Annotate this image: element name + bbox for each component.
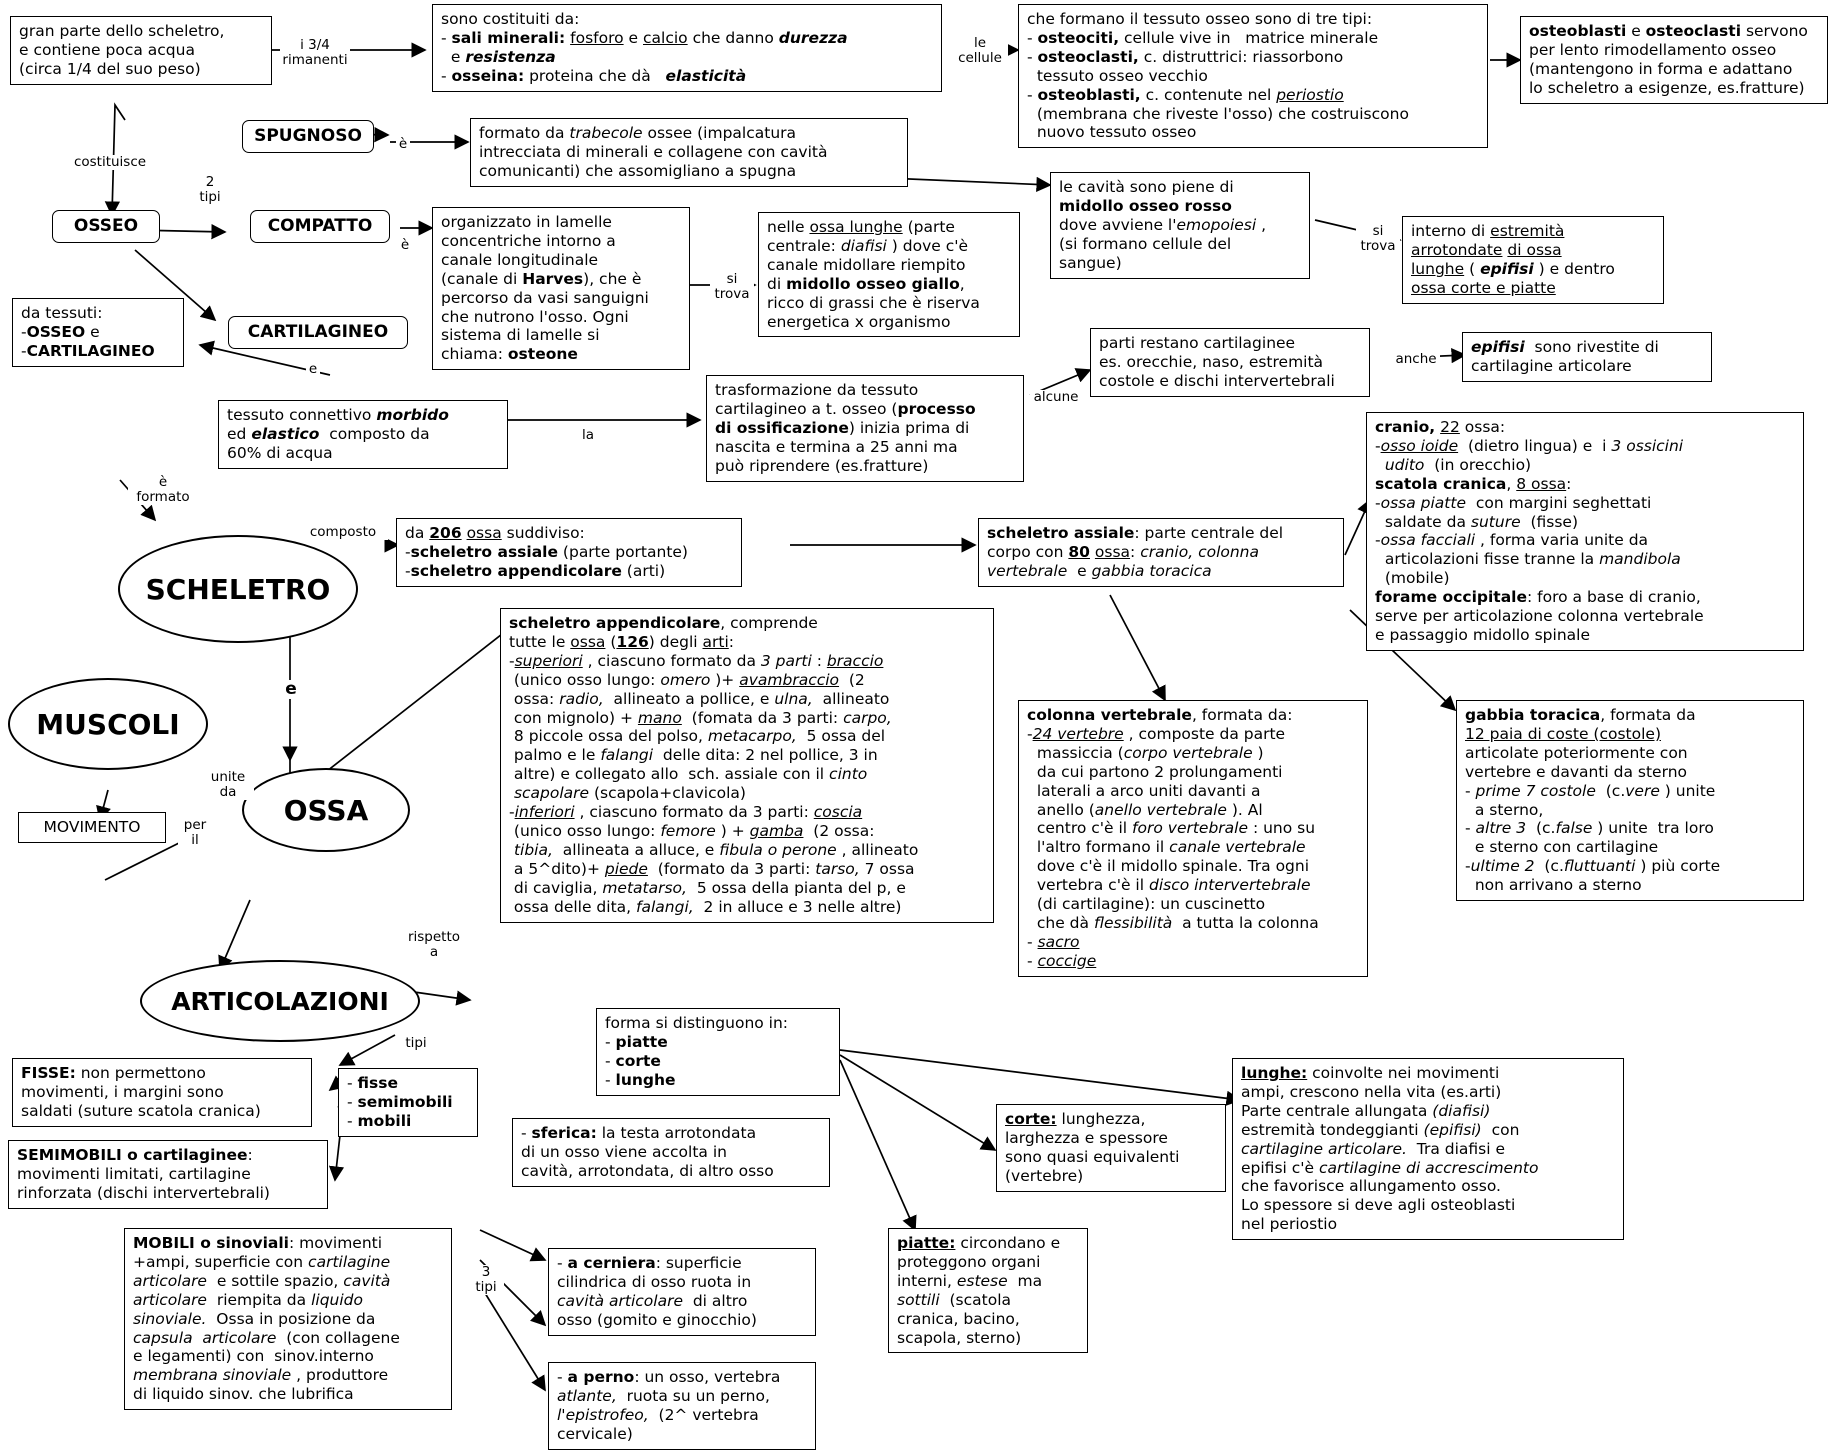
box-corte: corte: lunghezza, larghezza e spessore sono quasi equivalenti (vertebre) <box>996 1104 1226 1192</box>
box-gabbia: gabbia toracica, formata da 12 paia di coste (costole) articolate poteriormente con vertebre e davanti da sterno - prime 7 costole (c.vere ) unite a sterno, - altre 3 (c.false ) unite tra loro e sterno con cartilagine -ultime 2 (c.fluttuanti ) più corte non arrivano a sterno <box>1456 700 1804 901</box>
box-forma: forma si distinguono in: - piatte - corte - lunghe <box>596 1008 840 1096</box>
node-osseo[interactable]: OSSEO <box>52 210 160 243</box>
box-epifisi-interno: interno di estremità arrotondate di ossa lunghe ( epifisi ) e dentro ossa corte e piatte <box>1402 216 1664 304</box>
box-spugnoso-desc: formato da trabecole ossee (impalcatura intrecciata di minerali e collagene con cavità comunicanti) che assomigliano a spugna <box>470 118 908 187</box>
edge-label-e-link: e <box>282 680 300 699</box>
box-cerniera: - a cerniera: superficie cilindrica di osso ruota in cavità articolare di altro osso (gomito e ginocchio) <box>548 1248 816 1336</box>
box-midollo-rosso: le cavità sono piene di midollo osseo rosso dove avviene l'emopoiesi , (si formano cellule del sangue) <box>1050 172 1310 279</box>
edge-label-tipi: tipi <box>398 1036 434 1051</box>
box-perno: - a perno: un osso, vertebra atlante, ruota su un perno, l'epistrofeo, (2^ vertebra cervicale) <box>548 1362 816 1450</box>
edge-label-e3: e <box>306 362 320 377</box>
box-osteoblasti-osteoclasti: osteoblasti e osteoclasti servono per lento rimodellamento osseo (mantengono in forma e adattano lo scheletro a esigenze, es.fratture) <box>1520 16 1828 104</box>
node-cartilagineo[interactable]: CARTILAGINEO <box>228 316 408 349</box>
edge-label-si-trova2: si trova <box>1356 224 1400 254</box>
ellipse-articolazioni[interactable]: ARTICOLAZIONI <box>140 960 420 1042</box>
node-movimento[interactable]: MOVIMENTO <box>18 812 166 843</box>
edge-label-costituisce: costituisce <box>62 155 158 170</box>
node-compatto[interactable]: COMPATTO <box>250 210 390 243</box>
edge-label-si-trova1: si trova <box>710 272 754 302</box>
box-tipi-articolazioni: - fisse - semimobili - mobili <box>338 1068 478 1137</box>
box-parti-cartilaginee: parti restano cartilaginee es. orecchie, naso, estremità costole e dischi intervertebrali <box>1090 328 1370 397</box>
box-epifisi-rivestite: epifisi sono rivestite di cartilagine articolare <box>1462 332 1712 382</box>
edge-label-per-il: per il <box>178 818 212 848</box>
edge-label-rispetto-a: rispetto a <box>396 930 472 960</box>
box-ossificazione: trasformazione da tessuto cartilagineo a t. osseo (processo di ossificazione) inizia prima di nascita e termina a 25 anni ma può riprendere (es.fratture) <box>706 375 1024 482</box>
box-scheletro-assiale: scheletro assiale: parte centrale del corpo con 80 ossa: cranio, colonna vertebrale e gabbia toracica <box>978 518 1344 587</box>
edge-label-composto: composto <box>298 525 388 540</box>
box-da-206: da 206 ossa suddiviso: -scheletro assiale (parte portante) -scheletro appendicolare (arti) <box>396 518 742 587</box>
edge-label-la: la <box>578 428 598 443</box>
edge-label-le-cellule: le cellule <box>952 36 1008 66</box>
box-tessuto-connettivo: tessuto connettivo morbido ed elastico composto da 60% di acqua <box>218 400 508 469</box>
edge-label-alcune: alcune <box>1030 390 1082 405</box>
ellipse-muscoli[interactable]: MUSCOLI <box>8 678 208 770</box>
box-fisse: FISSE: non permettono movimenti, i margini sono saldati (suture scatola cranica) <box>12 1058 312 1127</box>
box-mobili: MOBILI o sinoviali: movimenti +ampi, superficie con cartilagine articolare e sottile spazio, cavità articolare riempita da liquido sinoviale. Ossa in posizione da capsula articolare (con collagene e legamenti) con sinov.interno membrana sinoviale , produttore di liquido sinov. che lubrifica <box>124 1228 452 1410</box>
box-scheletro-acqua: gran parte dello scheletro, e contiene poca acqua (circa 1/4 del suo peso) <box>10 16 272 85</box>
box-colonna: colonna vertebrale, formata da: -24 vertebre , composte da parte massiccia (corpo vertebrale ) da cui partono 2 prolungamenti laterali a arco uniti davanti a anello (anello vertebrale ). Al centro c'è il foro vertebrale : uno su l'altro formano il canale vertebrale dove c'è il midollo spinale. Tra ogni vertebra c'è il disco intervertebrale (di cartilagine): un cuscinetto che dà flessibilità a tutta la colonna - sacro - coccige <box>1018 700 1368 977</box>
edge-label-anche: anche <box>1392 352 1440 367</box>
edge-label-e-formato: è formato <box>128 475 198 505</box>
edge-label-tre-tipi: 3 tipi <box>468 1265 504 1295</box>
node-spugnoso[interactable]: SPUGNOSO <box>242 120 374 153</box>
ellipse-scheletro[interactable]: SCHELETRO <box>118 535 358 643</box>
edge-label-i34: i 3/4 rimanenti <box>280 38 350 68</box>
edge-label-e1: è <box>396 137 410 152</box>
box-appendicolare: scheletro appendicolare, comprende tutte le ossa (126) degli arti: -superiori , ciascuno formato da 3 parti : braccio (unico osso lungo: omero )+ avambraccio (2 ossa: radio, allineato a pollice, e ulna, allineato con mignolo) + mano (fomata da 3 parti: carpo, 8 piccole ossa del polso, metacarpo, 5 ossa del palmo e le falangi delle dita: 2 nel pollice, 3 in altre) e collegato allo sch. assiale con il cinto scapolare (scapola+clavicola) -inferiori , ciascuno formato da 3 parti: coscia (unico osso lungo: femore ) + gamba (2 ossa: tibia, allineata a alluce, e fibula o perone , allineato a 5^dito)+ piede (formato da 3 parti: tarso, 7 ossa di caviglia, metatarso, 5 ossa della pianta del p, e ossa delle dita, falangi, 2 in alluce e 3 nelle altre) <box>500 608 994 923</box>
ellipse-ossa[interactable]: OSSA <box>242 768 410 852</box>
box-da-tessuti: da tessuti: -OSSEO e -CARTILAGINEO <box>12 298 184 367</box>
box-lunghe: lunghe: coinvolte nei movimenti ampi, crescono nella vita (es.arti) Parte centrale allungata (diafisi) estremità tondeggianti (epifisi) con cartilagine articolare. Tra diafisi e epifisi c'è cartilagine di accrescimento che favorisce allungamento osso. Lo spessore si deve agli osteoblasti nel periostio <box>1232 1058 1624 1240</box>
box-cranio: cranio, 22 ossa: -osso ioide (dietro lingua) e i 3 ossicini udito (in orecchio) scatola cranica, 8 ossa: -ossa piatte con margini seghettati saldate da suture (fisse) -ossa facciali , forma varia unite da articolazioni fisse tranne la mandibola (mobile) forame occipitale: foro a base di cranio, serve per articolazione colonna vertebrale e passaggio midollo spinale <box>1366 412 1804 651</box>
box-costituiti-da: sono costituiti da: - sali minerali: fosforo e calcio che danno durezza e resistenza - osseina: proteina che dà elasticità <box>432 4 942 92</box>
box-compatto-desc: organizzato in lamelle concentriche intorno a canale longitudinale (canale di Harves), che è percorso da vasi sanguigni che nutrono l'osso. Ogni sistema di lamelle si chiama: osteone <box>432 207 690 370</box>
edge-label-unite-da: unite da <box>202 770 254 800</box>
box-ossa-lunghe: nelle ossa lunghe (parte centrale: diafisi ) dove c'è canale midollare riempito di midollo osseo giallo, ricco di grassi che è riserva energetica x organismo <box>758 212 1020 337</box>
edge-label-due-tipi: 2 tipi <box>190 175 230 205</box>
box-semimobili: SEMIMOBILI o cartilaginee: movimenti limitati, cartilagine rinforzata (dischi intervertebrali) <box>8 1140 328 1209</box>
box-sferica: - sferica: la testa arrotondata di un osso viene accolta in cavità, arrotondata, di altro osso <box>512 1118 830 1187</box>
box-piatte: piatte: circondano e proteggono organi interni, estese ma sottili (scatola cranica, bacino, scapola, sterno) <box>888 1228 1088 1353</box>
edge-label-e2: è <box>398 238 412 253</box>
box-tessuto-osseo-tipi: che formano il tessuto osseo sono di tre tipi: - osteociti, cellule vive in matrice minerale - osteoclasti, c. distruttrici: riassorbono tessuto osseo vecchio - osteoblasti, c. contenute nel periostio (membrana che riveste l'osso) che costruiscono nuovo tessuto osseo <box>1018 4 1488 148</box>
